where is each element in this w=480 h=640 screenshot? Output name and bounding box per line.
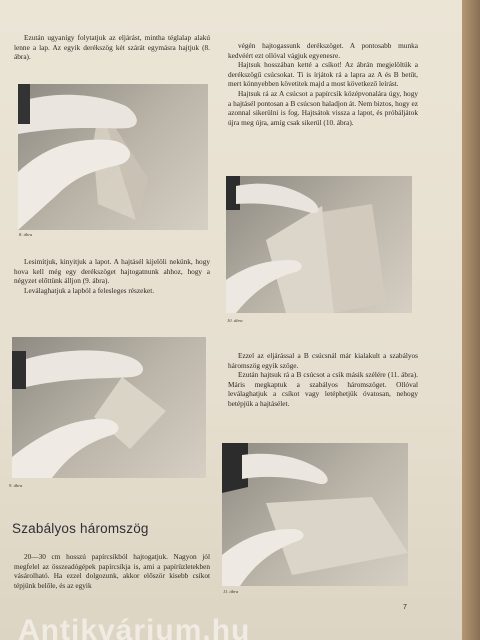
right-text-3: Hajtsuk rá az A csúcsot a papírcsík középvonalára úgy, hogy a hajtásél pontosan a B csúcson haladjon át. Nem biztos, hogy ez azonnal sikerülni is fog. Hajtsátok vissza a lapot, és próbáljátok újra meg újra, amíg csak sikerül (10. ábra).: [228, 88, 418, 127]
figure-9-photo: [12, 337, 206, 478]
figure-8-photo: [18, 84, 208, 230]
right-paragraph-2: [228, 351, 418, 409]
right-text-1: végén hajtogassunk derékszöget. A pontosabb munka kedvéért ezt ollóval vágjuk egyenesre.: [228, 41, 418, 60]
figure-11-caption: 11. ábra: [223, 589, 239, 594]
intro-paragraph: [14, 33, 210, 62]
right-text-4: Ezzel az eljárással a B csúcsnál már kialakult a szabályos háromszög egyik szöge.: [228, 351, 418, 370]
watermark: Antikvárium.hu: [18, 614, 251, 640]
right-paragraph-1: [228, 41, 418, 127]
section-body-paragraph: [14, 552, 210, 590]
page-number: 7: [403, 604, 407, 611]
intro-text: Ezután ugyanígy folytatjuk az eljárást, mintha téglalap alakú lenne a lap. Az egyik derékszög két szárát egymásra hajtjuk (8. ábra).: [14, 33, 210, 62]
figure-8-caption: 8. ábra: [19, 232, 33, 237]
after-fig8-paragraph: [14, 257, 210, 295]
right-text-5: Ezután hajtsuk rá a B csúcsot a csík másik szélére (11. ábra). Máris megkaptuk a szabályos háromszöget. Ollóval leválaghatjuk a csíkot vagy letéphetjük óvatosan, nehogy betépjük a hajtásélet.: [228, 370, 418, 408]
after-fig8-text-b: Leválaghatjuk a lapból a felesleges részeket.: [24, 285, 155, 295]
after-fig8-text: Lesimítjuk, kinyitjuk a lapot. A hajtásél kijelöli nekünk, hogy hova kell még egy derékszöget hajtogatnunk ahhoz, hogy a négyzet előttünk álljon (9. ábra).: [14, 257, 210, 286]
section-body-text: 20—30 cm hosszú papírcsíkból hajtogatjuk. Nagyon jól megfelel az összeadógépek papírcsíkja is, ami a papírüzletekben vásárolható. Ha ezzel dolgozunk, akkor először kisebb csíkot tépjünk belőle, és az egyik: [14, 552, 210, 590]
book-page-edge: [462, 0, 480, 640]
figure-10-photo: [226, 176, 412, 313]
figure-10-caption: 10. ábra: [227, 318, 243, 323]
right-text-2: Hajtsuk hosszában ketté a csíkot! Az ábrán megjelöltük a derékszögű csúcsokat. Ti is írjátok rá a lapra az A és B betűt, mert könnyebben követitek majd a most következő leírást.: [228, 60, 418, 89]
figure-9-caption: 9. ábra: [9, 483, 23, 488]
section-title: Szabályos háromszög: [12, 521, 149, 536]
figure-11-photo: [222, 443, 408, 586]
